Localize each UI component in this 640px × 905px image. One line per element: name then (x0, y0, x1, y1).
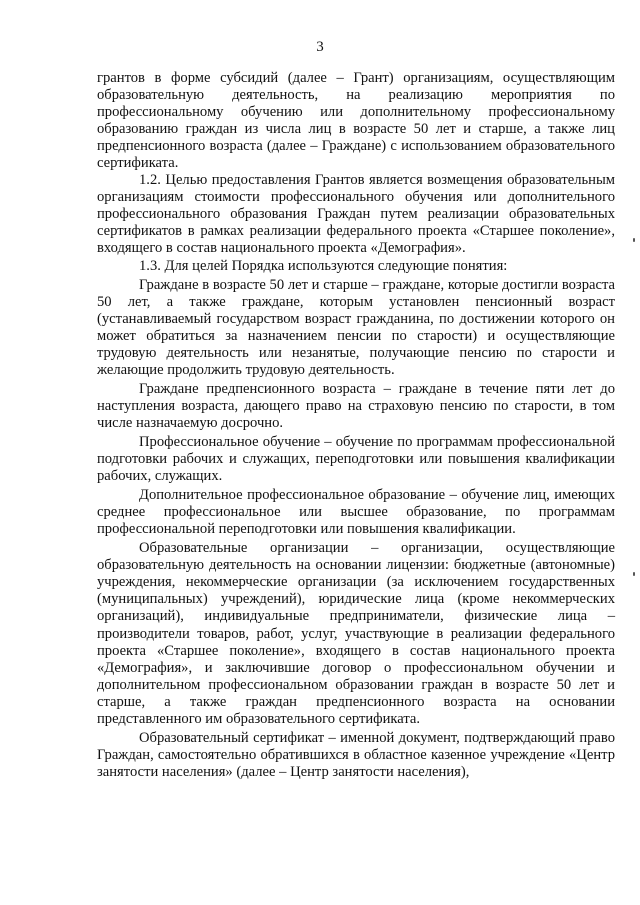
paragraph-1-2-purpose: 1.2. Целью предоставления Грантов является возмещения образовательным организациям стоимости профессионального обучения или дополнительного профессионального образования Граждан путем реализации образовательных сертификатов в рамках реализации федерального проекта «Старшее поколение», входящего в состав национального проекта «Демография». (97, 172, 615, 257)
definition-professional-training: Профессиональное обучение – обучение по программам профессиональной подготовки рабочих и служащих, переподготовки или повышения квалификации рабочих, служащих. (97, 433, 615, 485)
definition-additional-professional-education: Дополнительное профессиональное образование – обучение лиц, имеющих среднее профессиональное или высшее образование, по программам профессиональной переподготовки или повышения квалификации. (97, 487, 615, 538)
definition-pre-retirement-citizens: Граждане предпенсионного возраста – граждане в течение пяти лет до наступления возраста, дающего право на страховую пенсию по старости, в том числе назначаемую досрочно. (97, 380, 615, 431)
document-body (97, 70, 615, 781)
definition-citizens-50-plus: Граждане в возрасте 50 лет и старше – граждане, которые достигли возраста 50 лет, а также граждане, которым установлен пенсионный возраст (устанавливаемый государством возраст гражданина, по достижении которого он может обратиться за назначением пенсии по старости) и осуществляющие трудовую деятельность или незанятые, получающие пенсию по старости и желающие продолжить трудовую деятельность. (97, 276, 615, 378)
page-number: 3 (316, 39, 324, 55)
paragraph-grants-continuation: грантов в форме субсидий (далее – Грант) организациям, осуществляющим образовательную деятельность, на реализацию мероприятия по профессиональному обучению или дополнительному профессиональному образованию граждан из числа лиц в возрасте 50 лет и старше, а также лиц предпенсионного возраста (далее – Граждане) с использованием образовательного сертификата. (97, 70, 615, 172)
definition-educational-organizations: Образовательные организации – организации, осуществляющие образовательную деятельность на основании лицензии: бюджетные (автономные) учреждения, некоммерческие организации (за исключением государственных (муниципальных) учреждений), юридические лица (кроме некоммерческих организаций), индивидуальные предприниматели, физические лица – производители товаров, работ, услуг, участвующие в реализации федерального проекта «Старшее поколение», входящего в состав национального проекта «Демография», и заключившие договор о профессиональном обучении и дополнительном профессиональном образовании граждан в возрасте 50 лет и старше, а также граждан предпенсионного возраста на основании представленного им образовательного сертификата. (97, 540, 615, 727)
scan-margin-speck (633, 238, 635, 242)
scan-margin-speck (633, 572, 635, 576)
paragraph-1-3-definitions-intro: 1.3. Для целей Порядка используются следующие понятия: (139, 257, 508, 274)
definition-educational-certificate: Образовательный сертификат – именной документ, подтверждающий право Граждан, самостоятельно обратившихся в областное казенное учреждение «Центр занятости населения» (далее – Центр занятости населения), (97, 729, 615, 780)
